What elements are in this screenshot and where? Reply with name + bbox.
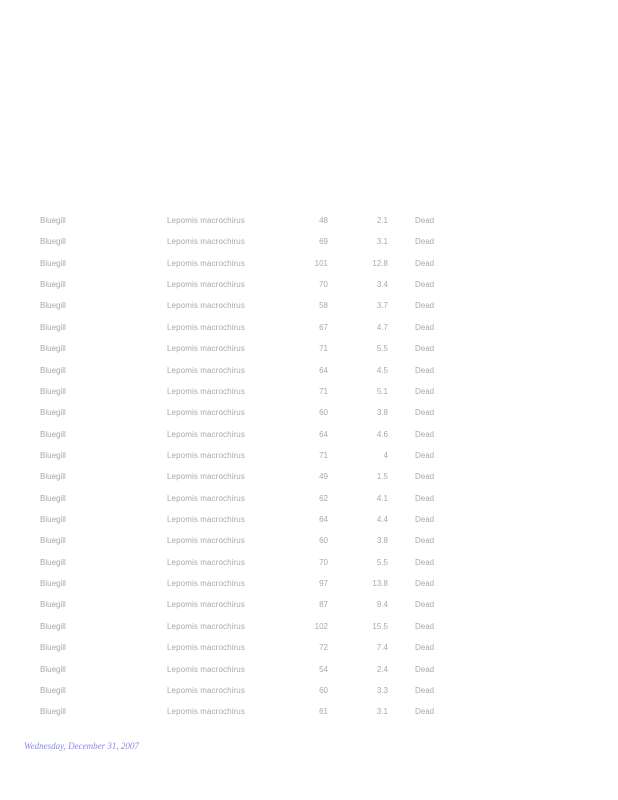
common-name-cell: Bluegill xyxy=(40,408,66,418)
common-name-cell: Bluegill xyxy=(40,685,66,695)
common-name-cell: Bluegill xyxy=(40,258,66,268)
weight-cell: 4 xyxy=(383,450,388,460)
status-cell: Dead xyxy=(415,685,435,695)
length-cell: 62 xyxy=(319,493,328,503)
length-cell: 70 xyxy=(319,280,328,290)
weight-cell: 4.7 xyxy=(376,322,388,332)
scientific-name-cell: Lepomis macrochirus xyxy=(167,408,245,418)
fish-data-table xyxy=(0,212,618,725)
length-cell: 70 xyxy=(319,557,328,567)
scientific-name-cell: Lepomis macrochirus xyxy=(167,579,245,589)
scientific-name-cell: Lepomis macrochirus xyxy=(167,237,245,247)
scientific-name-cell: Lepomis macrochirus xyxy=(167,386,245,396)
common-name-cell: Bluegill xyxy=(40,472,66,482)
status-cell: Dead xyxy=(415,322,435,332)
status-cell: Dead xyxy=(415,386,435,396)
length-cell: 64 xyxy=(319,429,328,439)
weight-cell: 4.1 xyxy=(376,493,388,503)
status-cell: Dead xyxy=(415,493,435,503)
weight-cell: 3.8 xyxy=(376,536,388,546)
common-name-cell: Bluegill xyxy=(40,322,66,332)
weight-cell: 5.5 xyxy=(376,557,388,567)
length-cell: 64 xyxy=(319,515,328,525)
table-row xyxy=(0,426,618,447)
table-row xyxy=(0,511,618,532)
table-row xyxy=(0,661,618,682)
table-row xyxy=(0,554,618,575)
length-cell: 58 xyxy=(319,301,328,311)
length-cell: 72 xyxy=(319,643,328,653)
length-cell: 64 xyxy=(319,365,328,375)
weight-cell: 1.5 xyxy=(376,472,388,482)
status-cell: Dead xyxy=(415,600,435,610)
weight-cell: 12.8 xyxy=(372,258,388,268)
table-row xyxy=(0,703,618,724)
common-name-cell: Bluegill xyxy=(40,450,66,460)
common-name-cell: Bluegill xyxy=(40,429,66,439)
table-row xyxy=(0,490,618,511)
scientific-name-cell: Lepomis macrochirus xyxy=(167,322,245,332)
status-cell: Dead xyxy=(415,707,435,717)
weight-cell: 4.6 xyxy=(376,429,388,439)
weight-cell: 3.1 xyxy=(376,707,388,717)
length-cell: 61 xyxy=(319,707,328,717)
common-name-cell: Bluegill xyxy=(40,216,66,225)
length-cell: 97 xyxy=(319,579,328,589)
table-row xyxy=(0,468,618,489)
status-cell: Dead xyxy=(415,301,435,311)
weight-cell: 9.4 xyxy=(376,600,388,610)
status-cell: Dead xyxy=(415,280,435,290)
table-row xyxy=(0,255,618,276)
length-cell: 71 xyxy=(319,386,328,396)
status-cell: Dead xyxy=(415,664,435,674)
weight-cell: 5.1 xyxy=(376,386,388,396)
scientific-name-cell: Lepomis macrochirus xyxy=(167,450,245,460)
table-row xyxy=(0,532,618,553)
length-cell: 101 xyxy=(314,258,328,268)
common-name-cell: Bluegill xyxy=(40,493,66,503)
weight-cell: 5.5 xyxy=(376,344,388,354)
table-row xyxy=(0,383,618,404)
length-cell: 67 xyxy=(319,322,328,332)
common-name-cell: Bluegill xyxy=(40,557,66,567)
status-cell: Dead xyxy=(415,579,435,589)
weight-cell: 4.4 xyxy=(376,515,388,525)
table-row xyxy=(0,340,618,361)
common-name-cell: Bluegill xyxy=(40,344,66,354)
status-cell: Dead xyxy=(415,450,435,460)
scientific-name-cell: Lepomis macrochirus xyxy=(167,493,245,503)
weight-cell: 4.5 xyxy=(376,365,388,375)
scientific-name-cell: Lepomis macrochirus xyxy=(167,280,245,290)
status-cell: Dead xyxy=(415,216,435,225)
status-cell: Dead xyxy=(415,515,435,525)
table-row xyxy=(0,575,618,596)
scientific-name-cell: Lepomis macrochirus xyxy=(167,365,245,375)
table-row xyxy=(0,682,618,703)
scientific-name-cell: Lepomis macrochirus xyxy=(167,301,245,311)
scientific-name-cell: Lepomis macrochirus xyxy=(167,515,245,525)
scientific-name-cell: Lepomis macrochirus xyxy=(167,258,245,268)
scientific-name-cell: Lepomis macrochirus xyxy=(167,557,245,567)
length-cell: 60 xyxy=(319,536,328,546)
scientific-name-cell: Lepomis macrochirus xyxy=(167,664,245,674)
table-row xyxy=(0,639,618,660)
common-name-cell: Bluegill xyxy=(40,600,66,610)
length-cell: 49 xyxy=(319,472,328,482)
weight-cell: 2.1 xyxy=(376,216,388,225)
status-cell: Dead xyxy=(415,237,435,247)
table-row xyxy=(0,319,618,340)
table-row xyxy=(0,297,618,318)
status-cell: Dead xyxy=(415,557,435,567)
scientific-name-cell: Lepomis macrochirus xyxy=(167,429,245,439)
table-row xyxy=(0,362,618,383)
length-cell: 102 xyxy=(314,621,328,631)
status-cell: Dead xyxy=(415,258,435,268)
status-cell: Dead xyxy=(415,643,435,653)
length-cell: 87 xyxy=(319,600,328,610)
status-cell: Dead xyxy=(415,472,435,482)
status-cell: Dead xyxy=(415,621,435,631)
scientific-name-cell: Lepomis macrochirus xyxy=(167,621,245,631)
length-cell: 60 xyxy=(319,408,328,418)
weight-cell: 2.4 xyxy=(376,664,388,674)
common-name-cell: Bluegill xyxy=(40,621,66,631)
scientific-name-cell: Lepomis macrochirus xyxy=(167,685,245,695)
table-row xyxy=(0,276,618,297)
weight-cell: 3.1 xyxy=(376,237,388,247)
length-cell: 54 xyxy=(319,664,328,674)
common-name-cell: Bluegill xyxy=(40,707,66,717)
table-row xyxy=(0,212,618,233)
table-row xyxy=(0,233,618,254)
table-row xyxy=(0,618,618,639)
length-cell: 71 xyxy=(319,344,328,354)
weight-cell: 3.8 xyxy=(376,408,388,418)
table-row xyxy=(0,447,618,468)
weight-cell: 7.4 xyxy=(376,643,388,653)
status-cell: Dead xyxy=(415,536,435,546)
scientific-name-cell: Lepomis macrochirus xyxy=(167,707,245,717)
weight-cell: 3.7 xyxy=(376,301,388,311)
status-cell: Dead xyxy=(415,408,435,418)
scientific-name-cell: Lepomis macrochirus xyxy=(167,344,245,354)
report-date: Wednesday, December 31, 2007 xyxy=(24,741,139,751)
table-row xyxy=(0,596,618,617)
common-name-cell: Bluegill xyxy=(40,643,66,653)
common-name-cell: Bluegill xyxy=(40,386,66,396)
common-name-cell: Bluegill xyxy=(40,301,66,311)
common-name-cell: Bluegill xyxy=(40,579,66,589)
common-name-cell: Bluegill xyxy=(40,515,66,525)
scientific-name-cell: Lepomis macrochirus xyxy=(167,643,245,653)
common-name-cell: Bluegill xyxy=(40,237,66,247)
status-cell: Dead xyxy=(415,365,435,375)
common-name-cell: Bluegill xyxy=(40,280,66,290)
common-name-cell: Bluegill xyxy=(40,365,66,375)
scientific-name-cell: Lepomis macrochirus xyxy=(167,472,245,482)
status-cell: Dead xyxy=(415,429,435,439)
length-cell: 71 xyxy=(319,450,328,460)
common-name-cell: Bluegill xyxy=(40,536,66,546)
scientific-name-cell: Lepomis macrochirus xyxy=(167,600,245,610)
table-row xyxy=(0,404,618,425)
length-cell: 60 xyxy=(319,685,328,695)
weight-cell: 3.4 xyxy=(376,280,388,290)
scientific-name-cell: Lepomis macrochirus xyxy=(167,536,245,546)
status-cell: Dead xyxy=(415,344,435,354)
weight-cell: 15.5 xyxy=(372,621,388,631)
weight-cell: 3.3 xyxy=(376,685,388,695)
scientific-name-cell: Lepomis macrochirus xyxy=(167,216,245,225)
weight-cell: 13.8 xyxy=(372,579,388,589)
common-name-cell: Bluegill xyxy=(40,664,66,674)
length-cell: 69 xyxy=(319,237,328,247)
length-cell: 48 xyxy=(319,216,328,225)
